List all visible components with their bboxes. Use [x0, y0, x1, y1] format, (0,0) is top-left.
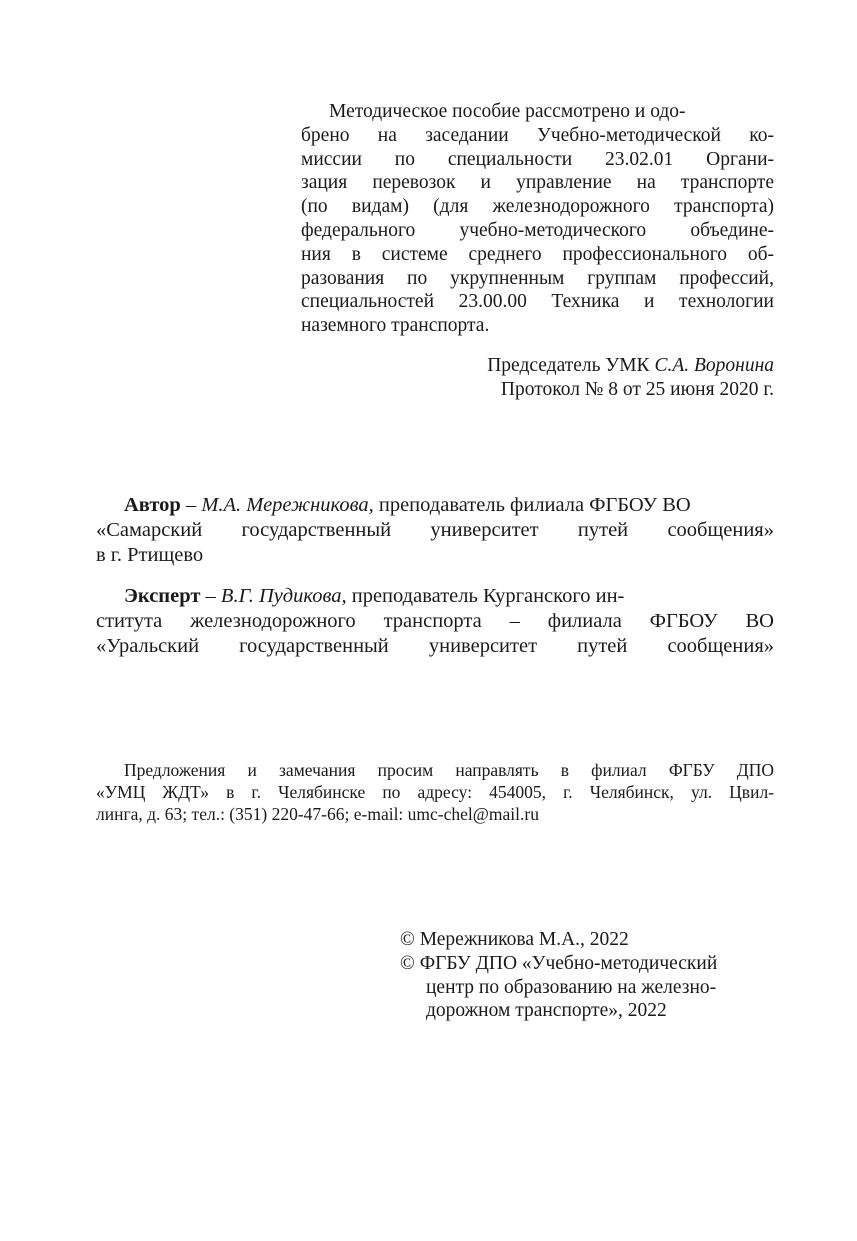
approval-line: зация перевозок и управление на транспорте [301, 172, 774, 194]
chair-line [487, 354, 774, 378]
approval-line: ния в системе среднего профессионального об- [301, 243, 774, 265]
approval-line: федерального учебно-методического объедине- [301, 219, 774, 241]
copyright-publisher: © ФГБУ ДПО «Учебно-методический [400, 952, 718, 974]
author-label: Автор [124, 494, 181, 516]
expert-role: преподаватель Курганского ин- [346, 585, 625, 607]
chair-name: С.А. Воронина [654, 355, 774, 376]
contacts-line: «УМЦ ЖДТ» в г. Челябинске по адресу: 454005, г. Челябинск, ул. Цвил- [96, 782, 774, 802]
copyright-publisher-cont: дорожном транспорте», 2022 [426, 1000, 667, 1022]
approval-line: Методическое пособие рассмотрено и одо- [329, 101, 686, 122]
author-line-3: в г. Ртищево [96, 544, 204, 566]
approval-line: наземного транспорта. [301, 315, 490, 337]
expert-line-2: ститута железнодорожного транспорта – филиала ФГБОУ ВО [96, 610, 774, 632]
approval-line: (по видам) (для железнодорожного транспорта) [301, 196, 774, 218]
expert-name: В.Г. Пудикова, [220, 585, 347, 607]
expert-label: Эксперт [124, 585, 201, 607]
copyright-author: © Мережникова М.А., 2022 [400, 929, 629, 950]
contacts-line: линга, д. 63; тел.: (351) 220-47-66; e-mail: umc-chel@mail.ru [96, 804, 539, 824]
approval-line: миссии по специальности 23.02.01 Органи- [301, 148, 774, 170]
chair-label: Председатель УМК [487, 355, 650, 376]
contacts-line: Предложения и замечания просим направлять в филиал ФГБУ ДПО [124, 760, 774, 780]
approval-line: разования по укрупненным группам профессий, [301, 267, 774, 289]
expert-line-1 [96, 584, 774, 609]
approval-line: специальностей 23.00.00 Техника и технологии [301, 291, 774, 313]
author-dash: – [180, 494, 202, 516]
copyright-block [400, 928, 774, 1023]
approval-signature [487, 354, 774, 402]
author-paragraph [96, 493, 774, 568]
approval-note [301, 100, 774, 338]
protocol-line: Протокол № 8 от 25 июня 2020 г. [500, 379, 774, 400]
approval-line: брено на заседании Учебно-методической ко- [301, 124, 774, 146]
contacts-note [96, 759, 774, 825]
expert-dash: – [200, 585, 221, 607]
expert-paragraph [96, 584, 774, 659]
copyright-publisher-cont: центр по образованию на железно- [426, 976, 717, 998]
author-role: преподаватель филиала ФГБОУ ВО [373, 494, 691, 516]
author-line-1 [96, 493, 774, 518]
author-name: М.А. Мережникова, [201, 494, 374, 516]
author-line-2: «Самарский государственный университет путей сообщения» [96, 519, 774, 541]
credits [96, 493, 774, 675]
expert-line-3: «Уральский государственный университет путей сообщения» [96, 635, 774, 657]
